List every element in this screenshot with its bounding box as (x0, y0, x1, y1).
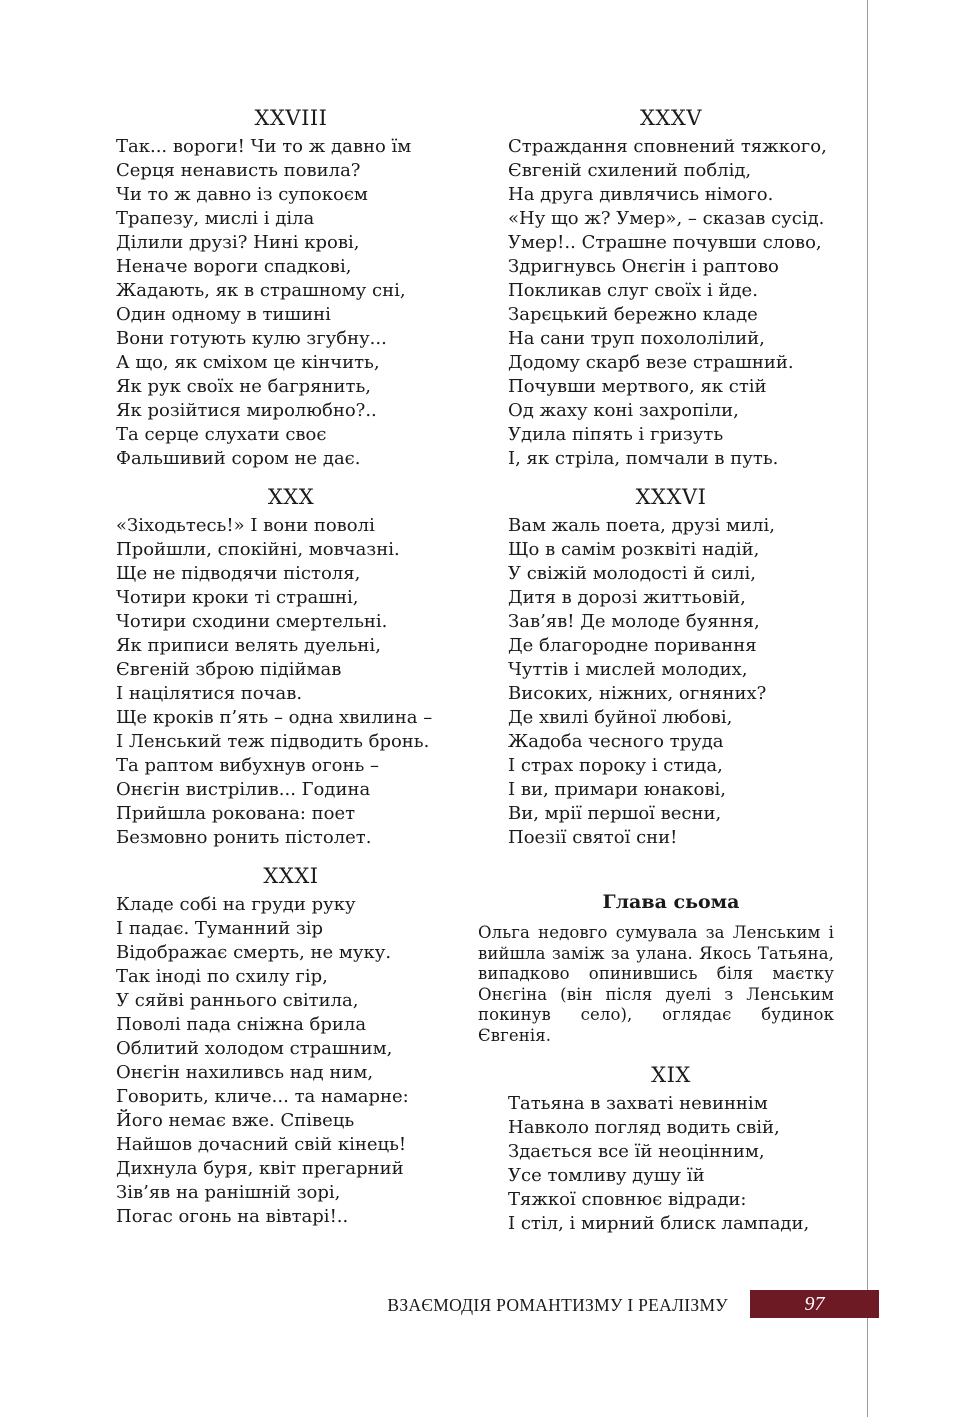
verse-line: Високих, ніжних, огняних? (508, 683, 767, 704)
verse-line: Ділили друзі? Нині крові, (116, 232, 360, 253)
verse-line: Жадають, як в страшному сні, (116, 280, 406, 301)
verse-line: Страждання сповнений тяжкого, (508, 136, 827, 157)
verse-line: У свіжій молодості й силі, (508, 563, 756, 584)
stanza-lines (116, 135, 466, 471)
stanza-lines (478, 135, 834, 471)
verse-line: Додому скарб везе страшний. (508, 352, 794, 373)
stanza-title: XXXI (263, 864, 319, 888)
verse-line: Жадоба чесного труда (508, 731, 724, 752)
verse-line: Умер!.. Страшне почувши слово, (508, 232, 822, 253)
verse-line: Ви, мрії першої весни, (508, 803, 722, 824)
stanza-title: XIX (651, 1063, 691, 1087)
verse-line: Євгеній зброю підіймав (116, 659, 342, 680)
verse-line: Серця ненависть повила? (116, 160, 361, 181)
stanza-xxx (116, 481, 466, 850)
verse-line: Чотири кроки ті страшні, (116, 587, 359, 608)
page-edge-line (867, 0, 868, 1417)
verse-line: Вони готують кулю згубну... (116, 328, 387, 349)
verse-line: І націлятися почав. (116, 683, 303, 704)
verse-line: Пройшли, спокійні, мовчазні. (116, 539, 400, 560)
verse-line: Безмовно ронить пістолет. (116, 827, 372, 848)
verse-line: Як рук своїх не багрянить, (116, 376, 371, 397)
chapter-title: Глава сьома (602, 891, 740, 913)
verse-line: Прийшла рокована: поет (116, 803, 356, 824)
verse-line: Дихнула буря, квіт прегарний (116, 1158, 404, 1179)
verse-line: Де хвилі буйної любові, (508, 707, 733, 728)
verse-line: Навколо погляд водить свій, (508, 1117, 780, 1138)
stanza-xxxi (116, 860, 466, 1229)
verse-line: Чотири сходини смертельні. (116, 611, 388, 632)
verse-line: І страх пороку і стида, (508, 755, 723, 776)
verse-line: Здається все їй неоцінним, (508, 1141, 765, 1162)
verse-line: Облитий холодом страшним, (116, 1038, 393, 1059)
stanza-xxxv (478, 102, 834, 471)
verse-line: І стіл, і мирний блиск лампади, (508, 1213, 810, 1234)
stanza-xxviii (116, 102, 466, 471)
verse-line: Зарєцький бережно кладе (508, 304, 758, 325)
verse-line: І падає. Туманний зір (116, 918, 324, 939)
verse-line: Чуттів і мислей молодих, (508, 659, 748, 680)
verse-line: Говорить, кличе... та намарне: (116, 1086, 409, 1107)
stanza-lines (116, 514, 466, 850)
verse-line: Онєгін вистрілив... Година (116, 779, 371, 800)
verse-line: Зав’яв! Де молоде буяння, (508, 611, 760, 632)
running-footer-title: ВЗАЄМОДІЯ РОМАНТИЗМУ І РЕАЛІЗМУ (387, 1295, 728, 1315)
verse-line: І ви, примари юнакові, (508, 779, 726, 800)
verse-line: Та раптом вибухнув огонь – (116, 755, 380, 776)
verse-line: Його немає вже. Співець (116, 1110, 355, 1131)
verse-line: І Ленський теж підводить бронь. (116, 731, 430, 752)
verse-line: Удила піпять і гризуть (508, 424, 724, 445)
stanza-xxxvi (478, 481, 834, 850)
verse-line: На друга дивлячись німого. (508, 184, 774, 205)
verse-line: Поволі пада сніжна брила (116, 1014, 367, 1035)
verse-line: Погас огонь на вівтарі!.. (116, 1206, 349, 1227)
chapter-summary: Ольга недовго сумувала за Ленським і вийшла заміж за улана. Якось Татьяна, випадково опинившись біля маєтку Онєгіна (він після дуелі з Ленським покинув село), оглядає будинок Євгенія. (478, 923, 834, 1045)
verse-line: Усе томливу душу їй (508, 1165, 705, 1186)
verse-line: Найшов дочасний свій кінець! (116, 1134, 407, 1155)
page-number: 97 (804, 1293, 825, 1315)
verse-line: Од жаху коні захропіли, (508, 400, 739, 421)
verse-line: Як розійтися миролюбно?.. (116, 400, 377, 421)
verse-line: Трапезу, мислі і діла (116, 208, 315, 229)
verse-line: Чи то ж давно із супокоєм (116, 184, 368, 205)
stanza-xix (478, 1059, 834, 1236)
verse-line: Відображає смерть, не муку. (116, 942, 392, 963)
verse-line: Поезії святої сни! (508, 827, 678, 848)
verse-line: «Зіходьтесь!» І вони поволі (116, 515, 375, 536)
verse-line: Що в самім розквіті надій, (508, 539, 760, 560)
page-number-badge (750, 1290, 879, 1318)
verse-line: Та серце слухати своє (116, 424, 327, 445)
stanza-title: XXVIII (254, 106, 328, 130)
verse-line: Як приписи велять дуельні, (116, 635, 381, 656)
verse-line: Тяжкої сповнює відради: (508, 1189, 747, 1210)
verse-line: Покликав слуг своїх і йде. (508, 280, 758, 301)
verse-line: Здригнувсь Онєгін і раптово (508, 256, 779, 277)
stanza-title: XXXV (639, 106, 703, 130)
verse-line: Вам жаль поета, друзі милі, (508, 515, 775, 536)
verse-line: На сани труп похололілий, (508, 328, 765, 349)
stanza-title: XXXVI (635, 485, 707, 509)
verse-line: Татьяна в захваті невиннім (508, 1093, 768, 1114)
verse-line: А що, як сміхом це кінчить, (116, 352, 380, 373)
verse-line: Неначе вороги спадкові, (116, 256, 352, 277)
verse-line: Один одному в тишині (116, 304, 331, 325)
verse-line: Євгеній схилений поблід, (508, 160, 752, 181)
verse-line: Кладе собі на груди руку (116, 894, 356, 915)
verse-line: «Ну що ж? Умер», – сказав сусід. (508, 208, 825, 229)
verse-line: Онєгін нахиливсь над ним, (116, 1062, 374, 1083)
stanza-lines (478, 1092, 834, 1236)
verse-line: Так іноді по схилу гір, (116, 966, 328, 987)
verse-line: Де благородне поривання (508, 635, 757, 656)
verse-line: Ще кроків п’ять – одна хвилина – (116, 707, 433, 728)
stanza-lines (478, 514, 834, 850)
verse-line: Фальшивий сором не дає. (116, 448, 361, 469)
left-column (116, 102, 466, 1229)
verse-line: Так... вороги! Чи то ж давно їм (116, 136, 412, 157)
verse-line: Почувши мертвого, як стій (508, 376, 767, 397)
stanza-title: XXX (267, 485, 315, 509)
verse-line: У сяйві раннього світила, (116, 990, 359, 1011)
verse-line: Дитя в дорозі життьовій, (508, 587, 746, 608)
right-column (478, 102, 834, 1236)
verse-line: І, як стріла, помчали в путь. (508, 448, 779, 469)
verse-line: Ще не підводячи пістоля, (116, 563, 361, 584)
stanza-lines (116, 893, 466, 1229)
verse-line: Зів’яв на ранішній зорі, (116, 1182, 341, 1203)
